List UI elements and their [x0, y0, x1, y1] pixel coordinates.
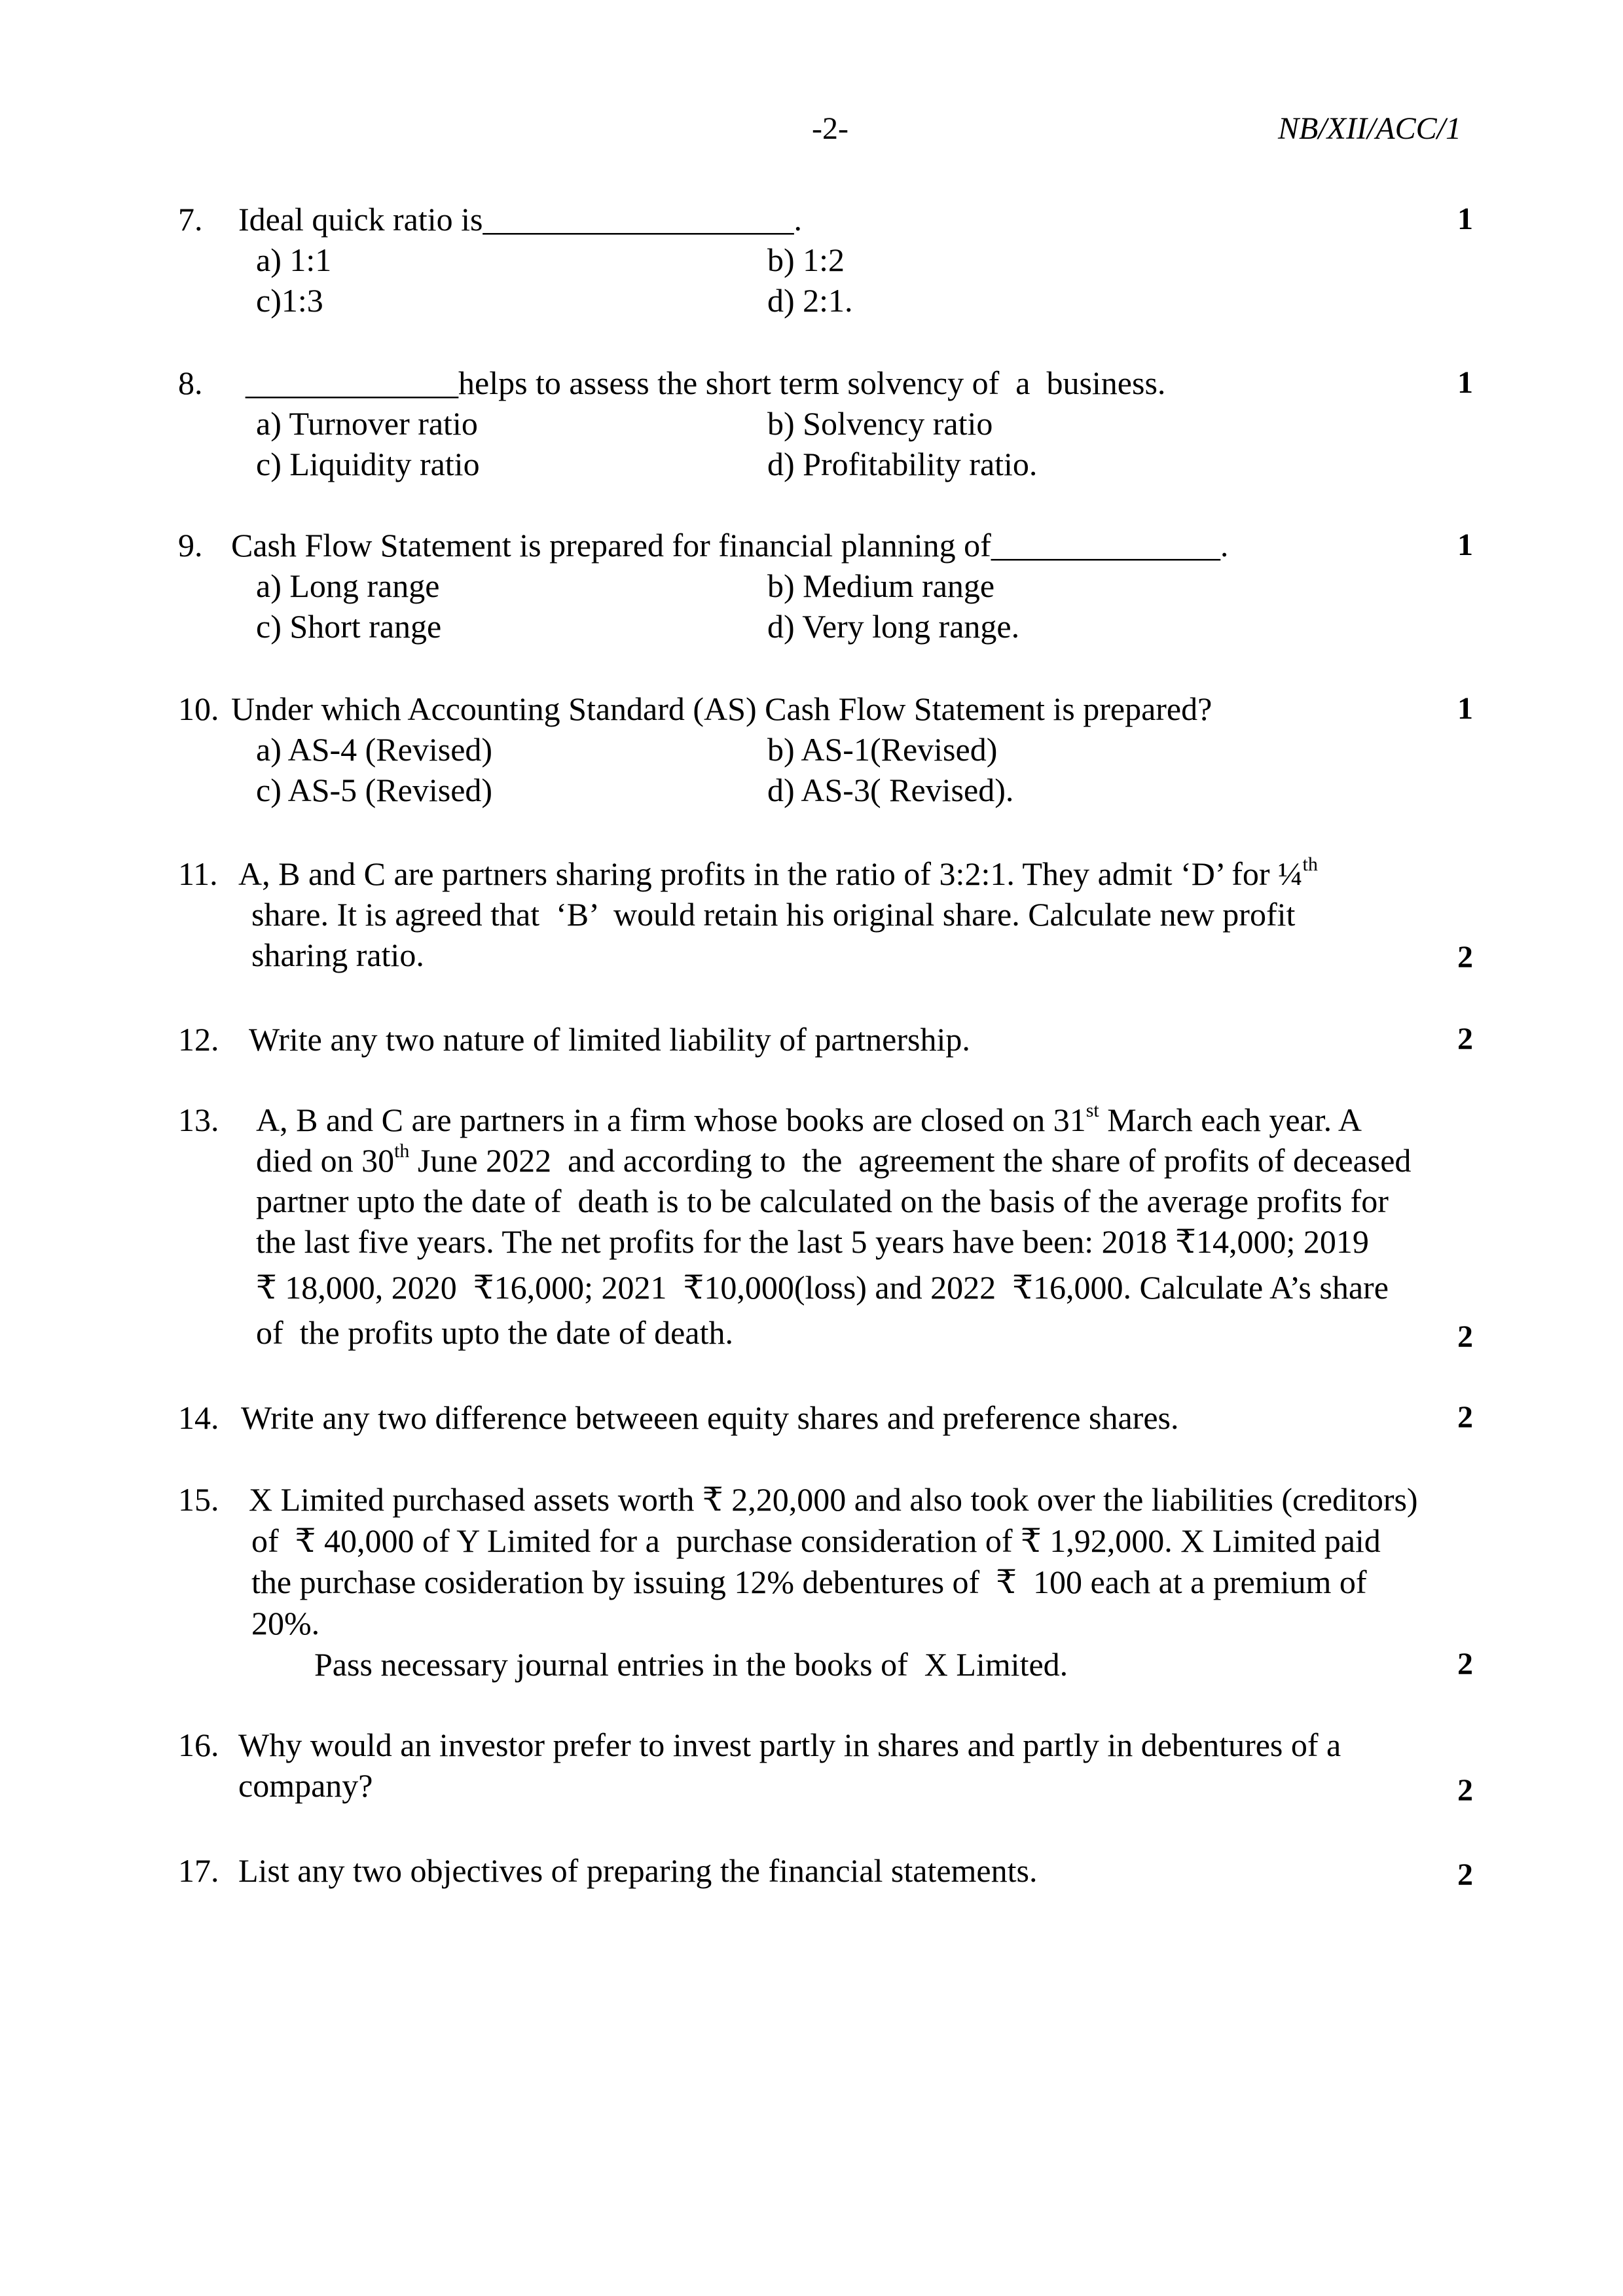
- option-d: d) AS-3( Revised).: [767, 772, 1014, 808]
- page-number: -2-: [812, 111, 848, 146]
- option-a: a) 1:1: [256, 242, 332, 278]
- option-b: b) Medium range: [767, 567, 995, 604]
- superscript: th: [394, 1140, 410, 1162]
- marks: 1: [1457, 202, 1473, 236]
- option-b: b) AS-1(Revised): [767, 731, 998, 768]
- marks: 1: [1457, 691, 1473, 726]
- question-text-line: the purchase cosideration by issuing 12% debentures of ₹ 100 each at a premium of: [251, 1564, 1367, 1600]
- paper-code: NB/XII/ACC/1: [1278, 111, 1461, 146]
- marks: 2: [1457, 1022, 1473, 1056]
- question-number: 11.: [178, 855, 218, 892]
- marks: 2: [1457, 940, 1473, 975]
- option-a: a) Long range: [256, 567, 440, 604]
- option-b: b) Solvency ratio: [767, 405, 993, 442]
- question-text-line: X Limited purchased assets worth ₹ 2,20,000 and also took over the liabilities (creditors): [249, 1481, 1418, 1518]
- question-text-line: [238, 853, 1318, 894]
- marks: 2: [1457, 1400, 1473, 1435]
- question-text-line: ₹ 18,000, 2020 ₹16,000; 2021 ₹10,000(loss) and 2022 ₹16,000. Calculate A’s share: [256, 1269, 1389, 1306]
- question-text-line: share. It is agreed that ‘B’ would retain his original share. Calculate new profit: [251, 896, 1296, 933]
- question-number: 16.: [178, 1727, 219, 1763]
- question-text-line: 20%.: [251, 1605, 320, 1641]
- marks: 1: [1457, 528, 1473, 562]
- question-text: Write any two difference betweeen equity shares and preference shares.: [241, 1399, 1179, 1436]
- question-text-line: of the profits upto the date of death.: [256, 1314, 733, 1351]
- text: A, B and C are partners in a firm whose books are closed on 31: [256, 1102, 1086, 1138]
- text: A, B and C are partners sharing profits in the ratio of 3:2:1. They admit ‘D’ for ¼: [238, 855, 1303, 892]
- option-c: c) AS-5 (Revised): [256, 772, 493, 808]
- marks: 1: [1457, 365, 1473, 400]
- text: died on 30: [256, 1142, 395, 1179]
- option-c: c) Short range: [256, 608, 442, 645]
- option-a: a) Turnover ratio: [256, 405, 478, 442]
- question-number: 14.: [178, 1399, 219, 1436]
- question-number: 13.: [178, 1102, 219, 1138]
- question-text-line: [256, 1140, 1411, 1181]
- question-number: 7.: [178, 201, 203, 238]
- question-text: Ideal quick ratio is___________________.: [238, 201, 802, 238]
- question-text-line: Why would an investor prefer to invest partly in shares and partly in debentures of a: [238, 1727, 1341, 1763]
- marks: 2: [1457, 1773, 1473, 1808]
- question-number: 12.: [178, 1021, 219, 1058]
- question-text: List any two objectives of preparing the financial statements.: [238, 1852, 1038, 1889]
- question-number: 15.: [178, 1481, 219, 1518]
- question-number: 10.: [178, 691, 219, 727]
- question-text-line: partner upto the date of death is to be calculated on the basis of the average profits for: [256, 1183, 1389, 1219]
- question-text-line: company?: [238, 1767, 373, 1804]
- option-b: b) 1:2: [767, 242, 845, 278]
- question-text-line: [256, 1100, 1362, 1140]
- question-number: 9.: [178, 527, 203, 564]
- marks: 2: [1457, 1857, 1473, 1892]
- question-text: _____________helps to assess the short term solvency of a business.: [246, 365, 1166, 401]
- question-instruction: Pass necessary journal entries in the books of X Limited.: [314, 1646, 1068, 1683]
- marks: 2: [1457, 1647, 1473, 1681]
- text: June 2022 and according to the agreement the share of profits of deceased: [409, 1142, 1412, 1179]
- question-number: 8.: [178, 365, 203, 401]
- text: March each year. A: [1099, 1102, 1362, 1138]
- marks: 2: [1457, 1319, 1473, 1354]
- question-text-line: sharing ratio.: [251, 937, 424, 973]
- option-d: d) 2:1.: [767, 282, 853, 319]
- question-text: Cash Flow Statement is prepared for financial planning of______________.: [231, 527, 1229, 564]
- option-d: d) Very long range.: [767, 608, 1020, 645]
- question-number: 17.: [178, 1852, 219, 1889]
- option-d: d) Profitability ratio.: [767, 446, 1038, 482]
- question-text-line: of ₹ 40,000 of Y Limited for a purchase consideration of ₹ 1,92,000. X Limited paid: [251, 1522, 1381, 1559]
- option-c: c)1:3: [256, 282, 323, 319]
- option-a: a) AS-4 (Revised): [256, 731, 493, 768]
- superscript: st: [1085, 1100, 1099, 1121]
- superscript: th: [1302, 853, 1318, 875]
- option-c: c) Liquidity ratio: [256, 446, 480, 482]
- question-text: Under which Accounting Standard (AS) Cash Flow Statement is prepared?: [231, 691, 1213, 727]
- question-text-line: the last five years. The net profits for the last 5 years have been: 2018 ₹14,000; 2019: [256, 1223, 1369, 1260]
- question-text: Write any two nature of limited liability of partnership.: [249, 1021, 970, 1058]
